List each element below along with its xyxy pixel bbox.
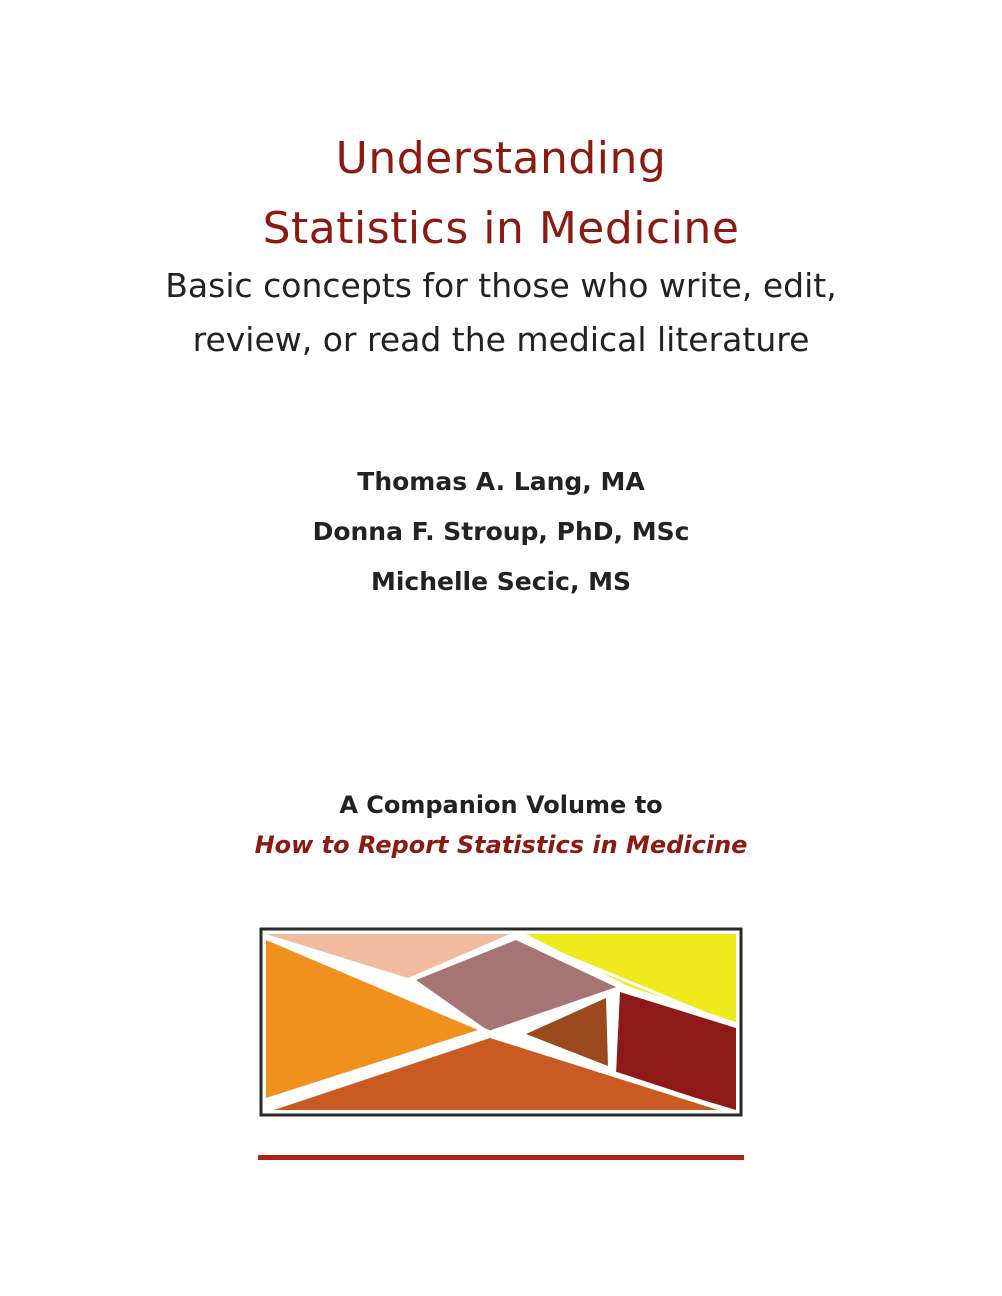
companion-title: How to Report Statistics in Medicine <box>254 831 748 859</box>
bottom-rule <box>258 1155 744 1160</box>
subtitle-line-1: Basic concepts for those who write, edit, <box>165 266 837 305</box>
author-3: Michelle Secic, MS <box>370 567 632 596</box>
author-2: Donna F. Stroup, PhD, MSc <box>312 517 690 546</box>
companion-label: A Companion Volume to <box>339 791 663 819</box>
author-1: Thomas A. Lang, MA <box>357 467 645 496</box>
subtitle-line-2: review, or read the medical literature <box>192 320 810 359</box>
title-line-1: Understanding <box>335 133 667 184</box>
tangram-logo <box>258 926 748 1118</box>
title-line-2: Statistics in Medicine <box>262 203 740 254</box>
